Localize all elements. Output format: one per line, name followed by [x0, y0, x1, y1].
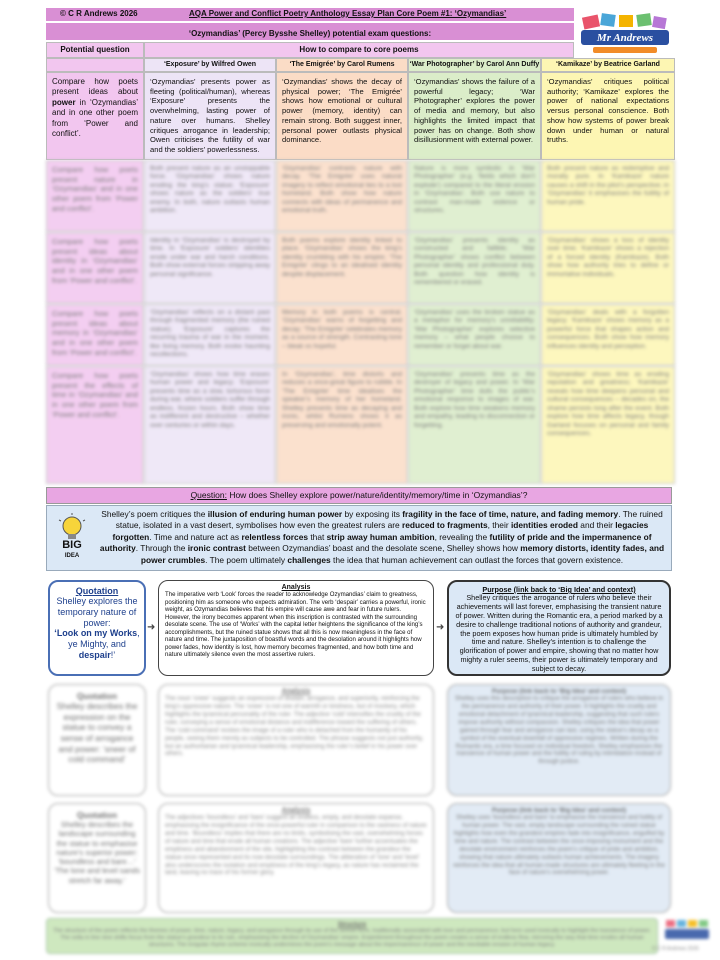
col-header-question — [46, 42, 144, 58]
big-idea-keyword: memory distorts, identity fades, and power crumbles — [140, 543, 665, 565]
big-idea-keyword: legacies forgotten — [112, 520, 649, 542]
logo-text: Mr Andrews — [596, 32, 654, 44]
big-idea-keyword: futility of pride and the impermanence of authority — [99, 531, 652, 554]
cell-text: ‘Ozymandias’ critiques political authority; ‘Kamikaze’ explores the power of national expectations versus personal conscience. Both show how systems of power break down under human or natural truths. — [547, 77, 669, 145]
poem-title: ‘The Emigrée’ by Carol Rumens — [289, 61, 395, 68]
cell-text: ‘Ozymandias’ deals with a forgotten legacy; ‘Kamikaze’ shows memory as a powerful force that shapes action and consequences. Both show how memory influences identity and perception. — [547, 309, 669, 350]
compare-cell — [276, 304, 408, 366]
cell-text: ‘Ozymandias’ shows the failure of a powerful legacy; ‘War Photographer’ explores the power of media and memory, but also highlights the limited impact that power has on change. Both show disillusionment with external power. — [414, 77, 535, 145]
big-idea-text-run: the idea that human achievement can outlast the forces that govern existence. — [330, 554, 624, 565]
big-idea-keyword: illusion of enduring human power — [207, 509, 343, 519]
big-label: BIG — [62, 539, 82, 551]
big-idea-text-run: and their — [577, 520, 616, 531]
compare-cell — [276, 366, 408, 484]
big-idea-keyword: strip away human ambition — [326, 531, 435, 542]
compare-exposure-power — [144, 72, 276, 160]
cell-text: ‘Ozymandias’ reflects on a distant past through fragmented memory (the ruined statue); ‘Exposure’ captures the recurring trauma of war in the moment, like living memory. Both evoke haunting recollections. — [150, 309, 270, 359]
cell-text: Both poems explore identity linked to place. ‘Ozymandias’ shows the king’s identity crumbling with his empire; ‘The Emigrée’ clings to an idealised identity despite displacement. — [282, 237, 402, 278]
question-keyword: power — [52, 97, 76, 107]
big-idea-text-run: . The poem ultimately — [205, 554, 288, 565]
copyright: © C R Andrews 2026 — [60, 9, 138, 18]
compare-cell — [408, 232, 541, 304]
compare-kamikaze-power — [541, 72, 675, 160]
purpose-box-2 — [447, 684, 671, 796]
poem-header-kamikaze — [541, 58, 675, 72]
question-cell — [46, 366, 144, 484]
compare-cell — [144, 232, 276, 304]
big-idea-keyword: identities eroded — [510, 520, 578, 531]
analysis-box-1 — [158, 580, 434, 676]
cell-text: Compare how poets present ideas about memory in ‘Ozymandias’ and in one other poem from ‘Power and conflict’. — [52, 309, 138, 357]
cell-text: Both present nature as redemptive and morally pure. In ‘Kamikaze’ nature causes a shift in the pilot’s perspective; in ‘Ozymandias’ it emphasises the futility of human pride. — [547, 165, 669, 206]
big-idea-text-run: by exposing its — [342, 509, 403, 519]
cell-text: Compare how poets present nature in ‘Ozymandias’ and in one other poem from ‘Power and conflict’. — [52, 165, 138, 213]
quotation-box-2 — [48, 684, 146, 796]
cell-text: ‘Ozymandias’ presents time as the destroyer of legacy and power. In ‘War Photographer’ time dulls the public’s emotional response to images of war. Both explore how time weakens memory and empathy, leading to disconnection or forgetting. — [414, 371, 535, 429]
analysis-box-3 — [158, 803, 434, 913]
compare-cell — [408, 366, 541, 484]
purpose-box-3 — [447, 803, 671, 913]
structure-text: The structure of the poem reflects the themes of power, time, nature, legacy, and arrogance through its use of the sonnet form, traditionally associated with love and permanence, but here used ironically to highlight the transience of power. The volta in line nine shifts focus from the statue’s grandeur to its ruin, emphasising the decline of Ozymandias’ empire. Enjambment throughout the poem creates a sense of endless flow, mirroring the way that time erodes all human structures. The irregular rhyme scheme ironically undermines the poem’s message about the impermanence of power and the inevitable erosion of human legacy. — [53, 928, 651, 949]
cell-text: Both present nature as an unstoppable force. ‘Ozymandias’ shows nature eroding the king’s statue; ‘Exposure’ shows nature as the soldiers’ true enemy. In both, nature outlasts human ambition. — [150, 165, 270, 215]
poem-header-blank — [46, 58, 144, 72]
purpose-label: Purpose (link back to ‘Big Idea’ and context) — [491, 807, 627, 814]
purpose-label: Purpose (link back to ‘Big Idea’ and context) — [491, 688, 627, 695]
question-cell — [46, 304, 144, 366]
compare-cell — [276, 232, 408, 304]
cell-text: ‘Ozymandias’ shows time as eroding reputation and greatness; ‘Kamikaze’ reveals how time deepens personal and cultural consequences – decades on, the shame persists long after the event. Both explore how time affects legacy, though Garland focuses on personal and family consequences. — [547, 371, 669, 438]
col-header-compare-text: How to compare to core poems — [299, 45, 419, 54]
quotation-run: Works — [109, 628, 138, 639]
analysis-text: The noun ‘sneer’ suggests an expression of disdain, arrogance, and superiority, reinforcing the king’s oppressive nature. The ‘sneer’ is not one of warmth or kindness, but of mockery, which highlights the tyrannical personality of the ruler. The adjective ‘cold’ intensifies the cruelty of the ruler, conveying a sense of emotional distance and indifference toward the suffering of others. The ‘cold command’ evokes the image of a ruler who is detached from the humanity of his people, seeing them merely as subjects to be controlled. The phrase suggests not just authority, but an authoritarian and tyrannical leadership, emphasising the ruler’s belief in his power over others. — [165, 695, 424, 758]
cell-text: ‘Ozymandias’ presents power as fleeting (political/human), whereas ‘Exposure’ presents the overwhelming, lasting power of nature over humans. Shelley critiques arrogance in leadership; Owen criticises the futility of war and the soldiers’ powerlessness. — [150, 77, 270, 155]
analysis-text: The adjectives ‘boundless’ and ‘bare’ suggest an endless, empty, and desolate expanse, emphasising the insignificance of the once-powerful ruler in comparison to the vastness of nature and time. ‘Boundless’ implies that there are no limits, symbolising the vast, overwhelming forces of nature and time that erode all human creations. The adjective ‘bare’ further accentuates the emptiness and abandonment of the site, highlighting the contrast between the grandeur the statue once represented and its now desolate surroundings. The alliteration of ‘lone’ and ‘level’ also underscores the isolation and emptiness of the king’s legacy, as nature has reclaimed the land, leaving no trace of his former glory. — [165, 814, 427, 877]
question-bar — [46, 487, 672, 504]
arrow-icon: ➜ — [147, 622, 156, 633]
compare-cell — [144, 366, 276, 484]
purpose-box-1 — [447, 580, 671, 676]
cell-text: ‘Ozymandias’ shows the decay of physical power; ‘The Emigrée’ shows how emotional or cultural power (memory, identity) can remain strong. Both suggest inner, personal power outlasts physical dominance. — [282, 77, 402, 145]
quotation-run: despair — [78, 649, 111, 660]
big-idea-box — [46, 505, 672, 571]
compare-war-photographer-power — [408, 72, 541, 160]
big-idea-icon-label — [55, 540, 89, 562]
poem-header-exposure — [144, 58, 276, 72]
cell-text: ‘Ozymandias’ presents identity as constructed and fallible; ‘War Photographer’ shows conflict between personal identity and professional duty. Both question how identity is remembered or erased. — [414, 237, 535, 287]
quotation-run: Look — [56, 628, 79, 639]
big-idea-keyword: ironic contrast — [187, 543, 246, 554]
big-idea-text-run: Shelley’s poem critiques the — [101, 509, 208, 519]
analysis-label: Analysis — [281, 688, 311, 695]
footer-copyright: © C R Andrews 2026 — [652, 946, 699, 952]
col-header-question-text: Potential question — [60, 45, 130, 54]
big-idea-text-run: that — [308, 531, 327, 542]
question-text: How does Shelley explore power/nature/identity/memory/time in ‘Ozymandias’? — [226, 490, 528, 500]
structure-box — [46, 918, 658, 954]
quotation-run: ‘ — [54, 628, 57, 639]
footer-logo — [664, 918, 710, 944]
compare-cell — [541, 160, 675, 232]
purpose-text: Shelley uses ‘boundless and bare’ to emphasise the transience and futility of human power. The vast, empty landscape surrounding the ruined statue highlights how even the grandest empires fade into insignificance, engulfed by time and nature. The contrast between the once-imposing monument and the desolate environment reinforces the poem’s critique of pride and ambition, showing that nature ultimately outlasts human achievements. The imagery reinforces the idea that all human-made structures are ultimately fleeting in the face of nature’s overwhelming power. — [453, 814, 665, 877]
big-idea-keyword: relentless forces — [241, 531, 309, 542]
lightbulb-icon — [55, 512, 89, 566]
compare-cell — [408, 160, 541, 232]
poem-title: ‘War Photographer’ by Carol Ann Duffy — [409, 61, 540, 68]
big-idea-text-run: , their — [487, 520, 511, 531]
big-idea-text-run: , revealing the — [434, 531, 490, 542]
big-idea-keyword: reduced to fragments — [402, 520, 488, 531]
big-idea-text-run: . Through the — [135, 543, 188, 554]
quotation-box-3 — [48, 803, 146, 913]
big-idea-text-run: . The ruined statue, isolated in a vast desert, symbolises how even the greatest rulers are — [115, 509, 663, 531]
purpose-label: Purpose (link back to ‘Big Idea’ and context) — [482, 585, 636, 594]
cell-text: Memory in both poems is central. ‘Ozymandias’ warns of forgetting and decay; ‘The Emigrée’ celebrates memory as a source of strength. Contrasting tone – bleak vs hopeful. — [282, 309, 402, 350]
cell-text: Identity in ‘Ozymandias’ is destroyed by time. In ‘Exposure’ soldiers’ identities erode under war and harsh conditions. Both show external forces stripping away personal significance. — [150, 237, 270, 278]
idea-label: IDEA — [64, 553, 80, 559]
compare-cell — [408, 304, 541, 366]
big-idea-text — [97, 509, 667, 566]
analysis-label: Analysis — [281, 807, 311, 814]
cell-text: In ‘Ozymandias’, time distorts and reduces a once-great figure to rubble. In ‘The Emigrée’ time idealises the speaker’s memory of her homeland. Shelley presents time as decaying and ironic, whilst Rumens shows it as preserving and emotionally potent. — [282, 371, 402, 429]
quotation-run: , ye Mighty, and — [68, 628, 140, 650]
analysis-box-2 — [158, 684, 434, 796]
quotation-label: Quotation — [75, 586, 119, 596]
big-idea-keyword: fragility in the face of time, nature, and fading memory — [402, 509, 619, 519]
poem-header-emigree — [276, 58, 408, 72]
structure-label: Structure — [337, 921, 367, 928]
cell-text: ‘Ozymandias’ contrasts nature with decay. ‘The Emigrée’ uses natural imagery to reflect emotional ties to a lost homeland. Both show how nature connects with ideas of permanence and emotional truth. — [282, 165, 402, 215]
compare-cell — [541, 304, 675, 366]
compare-cell — [541, 232, 675, 304]
quotation-label: Quotation — [76, 691, 118, 701]
quotation-run: on my — [78, 628, 110, 639]
cell-text: ‘Ozymandias’ shows how time erases human power and legacy; ‘Exposure’ presents time as a slow, torturous force during war, where soldiers suffer through endless, frozen hours. Both show time as indifferent and destructive – whether over centuries or within days. — [150, 371, 270, 429]
question-cell — [46, 232, 144, 304]
subtitle-bar — [46, 23, 574, 40]
purpose-text: Shelley critiques the arrogance of rulers who believe their achievements will last forever, emphasising the transient nature of power. Written during the Romantic era, a period marked by a desire to challenge traditional notions of authority and grandeur, the poem exposes how human pride is ultimately humbled by time and nature. Shelley’s intention is to challenge the glorification of power and empire, showing that no matter how mighty a ruler seems, their power is ultimately temporary and subject to decay. — [455, 593, 663, 674]
page-title: AQA Power and Conflict Poetry Anthology Essay Plan Core Poem #1: ‘Ozymandias’ — [189, 9, 507, 18]
big-idea-keyword: challenges — [287, 554, 331, 565]
header-bar — [46, 8, 574, 21]
exam-questions-heading: ‘Ozymandias’ (Percy Bysshe Shelley) potential exam questions: — [188, 29, 432, 38]
quotation-box-1 — [48, 580, 146, 676]
poem-title: ‘Kamikaze’ by Beatrice Garland — [556, 61, 660, 68]
question-cell — [46, 160, 144, 232]
col-header-compare — [144, 42, 574, 58]
quotation-text — [54, 628, 140, 660]
compare-cell — [541, 366, 675, 484]
quotation-run: !’ — [110, 649, 116, 660]
analysis-label: Analysis — [281, 584, 311, 591]
cell-text: Compare how poets present ideas about identity in ‘Ozymandias’ and in one other poem from ‘Power and conflict’. — [52, 237, 138, 285]
compare-emigree-power — [276, 72, 408, 160]
analysis-text: The imperative verb ‘Look’ forces the reader to acknowledge Ozymandias’ claim to greatness, positioning him as someone who expects admiration. The verb ‘despair’ carries a powerful, ironic weight, as Ozymandias believes that his empire will cause awe and fear in future rulers. However, the irony becomes apparent when this inscription is contrasted with the surrounding desolate scene. The use of ‘Works’ with the capital letter heightens the significance of the king’s accomplishments, but the ruined statue shows that all this is now meaningless in the face of nature and time. The juxtaposition of boastful words and the desolation around it highlights how power fades, how identity is lost, how memory becomes fragmented, and how both time and nature ultimately silence even the most assertive rulers. — [165, 591, 426, 659]
question-label: Question: — [190, 490, 227, 500]
quotation-text: Shelley describes the expression on the statue to convey a sense of arrogance and power: ‘sneer of cold command’ — [56, 701, 138, 765]
question-text: in ‘Ozymandias’ and in one other poem from ‘Power and conflict’. — [52, 97, 138, 138]
question-power — [46, 72, 144, 160]
cell-text: ‘Ozymandias’ uses the broken statue as a metaphor for memory’s unreliability; ‘War Photographer’ explores selective memory – what people choose to remember or forget about war. — [414, 309, 535, 350]
arrow-icon: ➜ — [436, 622, 445, 633]
compare-cell — [144, 160, 276, 232]
cell-text: Nature is more symbolic in ‘War Photographer’ (e.g. ‘fields which don’t explode’) compared to the literal erosion in ‘Ozymandias’. Both use nature to contrast man-made violence or structures. — [414, 165, 535, 215]
compare-cell — [276, 160, 408, 232]
question-text: Compare how poets present ideas about — [52, 77, 138, 97]
compare-cell — [144, 304, 276, 366]
poem-header-war-photographer — [408, 58, 541, 72]
quotation-intro: Shelley explores the temporary nature of power: — [56, 596, 138, 628]
quotation-label: Quotation — [76, 810, 118, 820]
quotation-text: Shelley describes the landscape surrounding the statue to emphasise nature’s superior power: ‘boundless and bare…’ ‘The lone and level sands stretch far away.’ — [53, 820, 141, 885]
big-idea-text-run: . Time and nature act as — [149, 531, 242, 542]
mr-andrews-logo — [579, 12, 671, 58]
big-idea-text-run: between Ozymandias’ boast and the desolate scene, Shelley shows how — [245, 543, 521, 554]
purpose-text: Shelley uses this description to critique the arrogance of rulers who believe in the permanence and authority of their power. It highlights the cruelty and emotional detachment of tyrannical leadership, suggesting that such rulers impose authority without compassion. Shelley critiques the idea that power gained through fear and arrogance can last, using the statue’s decay as a symbol of the eventual downfall of oppressive regimes. Written during the Romantic era, a time focused on individual freedom, Shelley emphasises the transience of human power and the futility of ruling by intimidation instead of through justice. — [454, 695, 664, 766]
cell-text: ‘Ozymandias’ shows a loss of identity over time; ‘Kamikaze’ shows a rejection of a forced identity (Kamikaze). Both show how authority tries to define or immortalise individuals. — [547, 237, 669, 278]
cell-text: Compare how poets present the effects of time in ‘Ozymandias’ and in one other poem from ‘Power and conflict’. — [52, 371, 138, 419]
poem-title: ‘Exposure’ by Wilfred Owen — [163, 61, 257, 68]
